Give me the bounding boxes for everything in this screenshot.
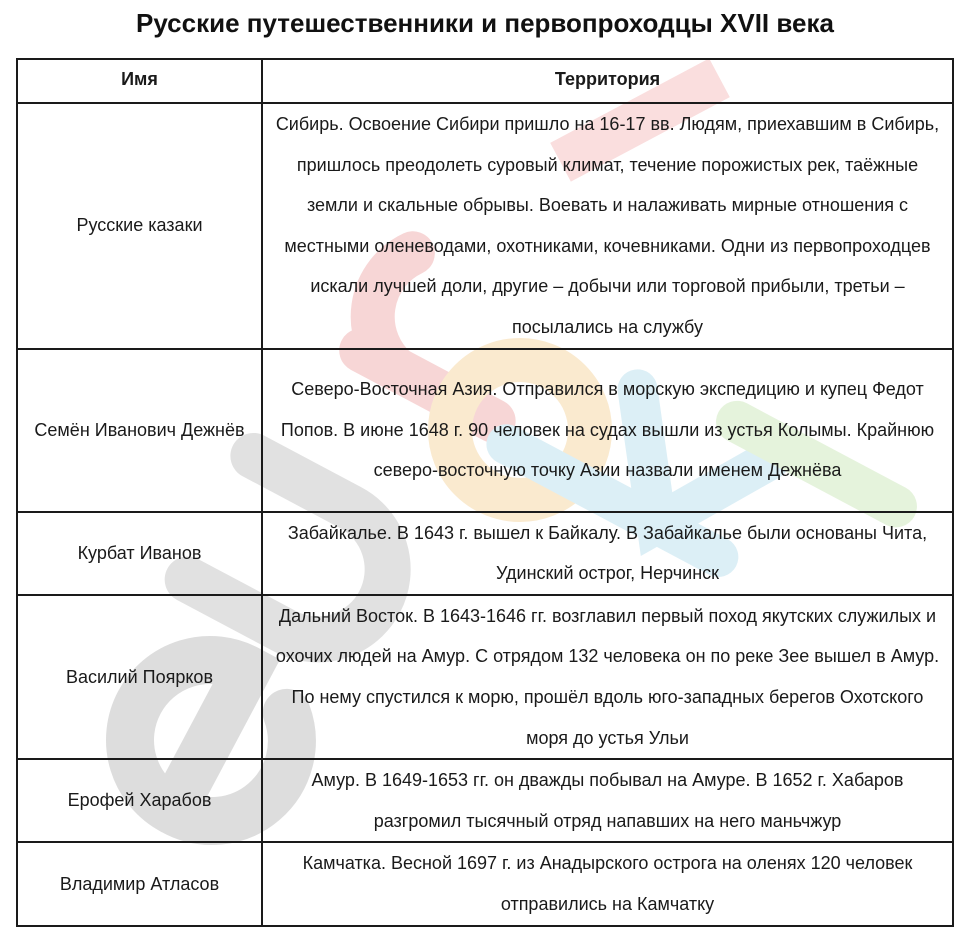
explorer-name: Семён Иванович Дежнёв bbox=[17, 349, 262, 512]
explorers-table bbox=[16, 58, 954, 927]
explorer-territory: Сибирь. Освоение Сибири пришло на 16-17 вв. Людям, приехавшим в Сибирь, пришлось преодолеть суровый климат, течение порожистых рек, таёжные земли и скальные обрывы. Воевать и налаживать мирные отношения с местными оленеводами, охотниками, кочевниками. Одни из первопроходцев искали лучшей доли, другие – добычи или торговой прибыли, третьи – посылались на службу bbox=[262, 103, 953, 349]
table-row bbox=[17, 103, 953, 349]
explorer-territory: Камчатка. Весной 1697 г. из Анадырского острога на оленях 120 человек отправились на Камчатку bbox=[262, 842, 953, 925]
table-header-row bbox=[17, 59, 953, 103]
explorer-territory: Забайкалье. В 1643 г. вышел к Байкалу. В Забайкалье были основаны Чита, Удинский острог, Нерчинск bbox=[262, 512, 953, 595]
table-row bbox=[17, 349, 953, 512]
page-title: Русские путешественники и первопроходцы XVII века bbox=[136, 8, 834, 38]
table-row bbox=[17, 595, 953, 759]
explorer-territory: Дальний Восток. В 1643-1646 гг. возглавил первый поход якутских служилых и охочих людей на Амур. С отрядом 132 человека он по реке Зее вышел в Амур. По нему спустился к морю, прошёл вдоль юго-западных берегов Охотского моря до устья Ульи bbox=[262, 595, 953, 759]
header-territory: Территория bbox=[262, 59, 953, 103]
explorer-name: Русские казаки bbox=[17, 103, 262, 349]
explorer-name: Ерофей Харабов bbox=[17, 759, 262, 842]
explorer-name: Василий Поярков bbox=[17, 595, 262, 759]
explorer-name: Курбат Иванов bbox=[17, 512, 262, 595]
explorer-territory: Амур. В 1649-1653 гг. он дважды побывал на Амуре. В 1652 г. Хабаров разгромил тысячный отряд напавших на него маньчжур bbox=[262, 759, 953, 842]
explorer-name: Владимир Атласов bbox=[17, 842, 262, 925]
header-name: Имя bbox=[17, 59, 262, 103]
table-row bbox=[17, 842, 953, 925]
table-row bbox=[17, 759, 953, 842]
table-row bbox=[17, 512, 953, 595]
explorer-territory: Северо-Восточная Азия. Отправился в морскую экспедицию и купец Федот Попов. В июне 1648 г. 90 человек на судах вышли из устья Колымы. Крайнюю северо-восточную точку Азии назвали именем Дежнёва bbox=[262, 349, 953, 512]
